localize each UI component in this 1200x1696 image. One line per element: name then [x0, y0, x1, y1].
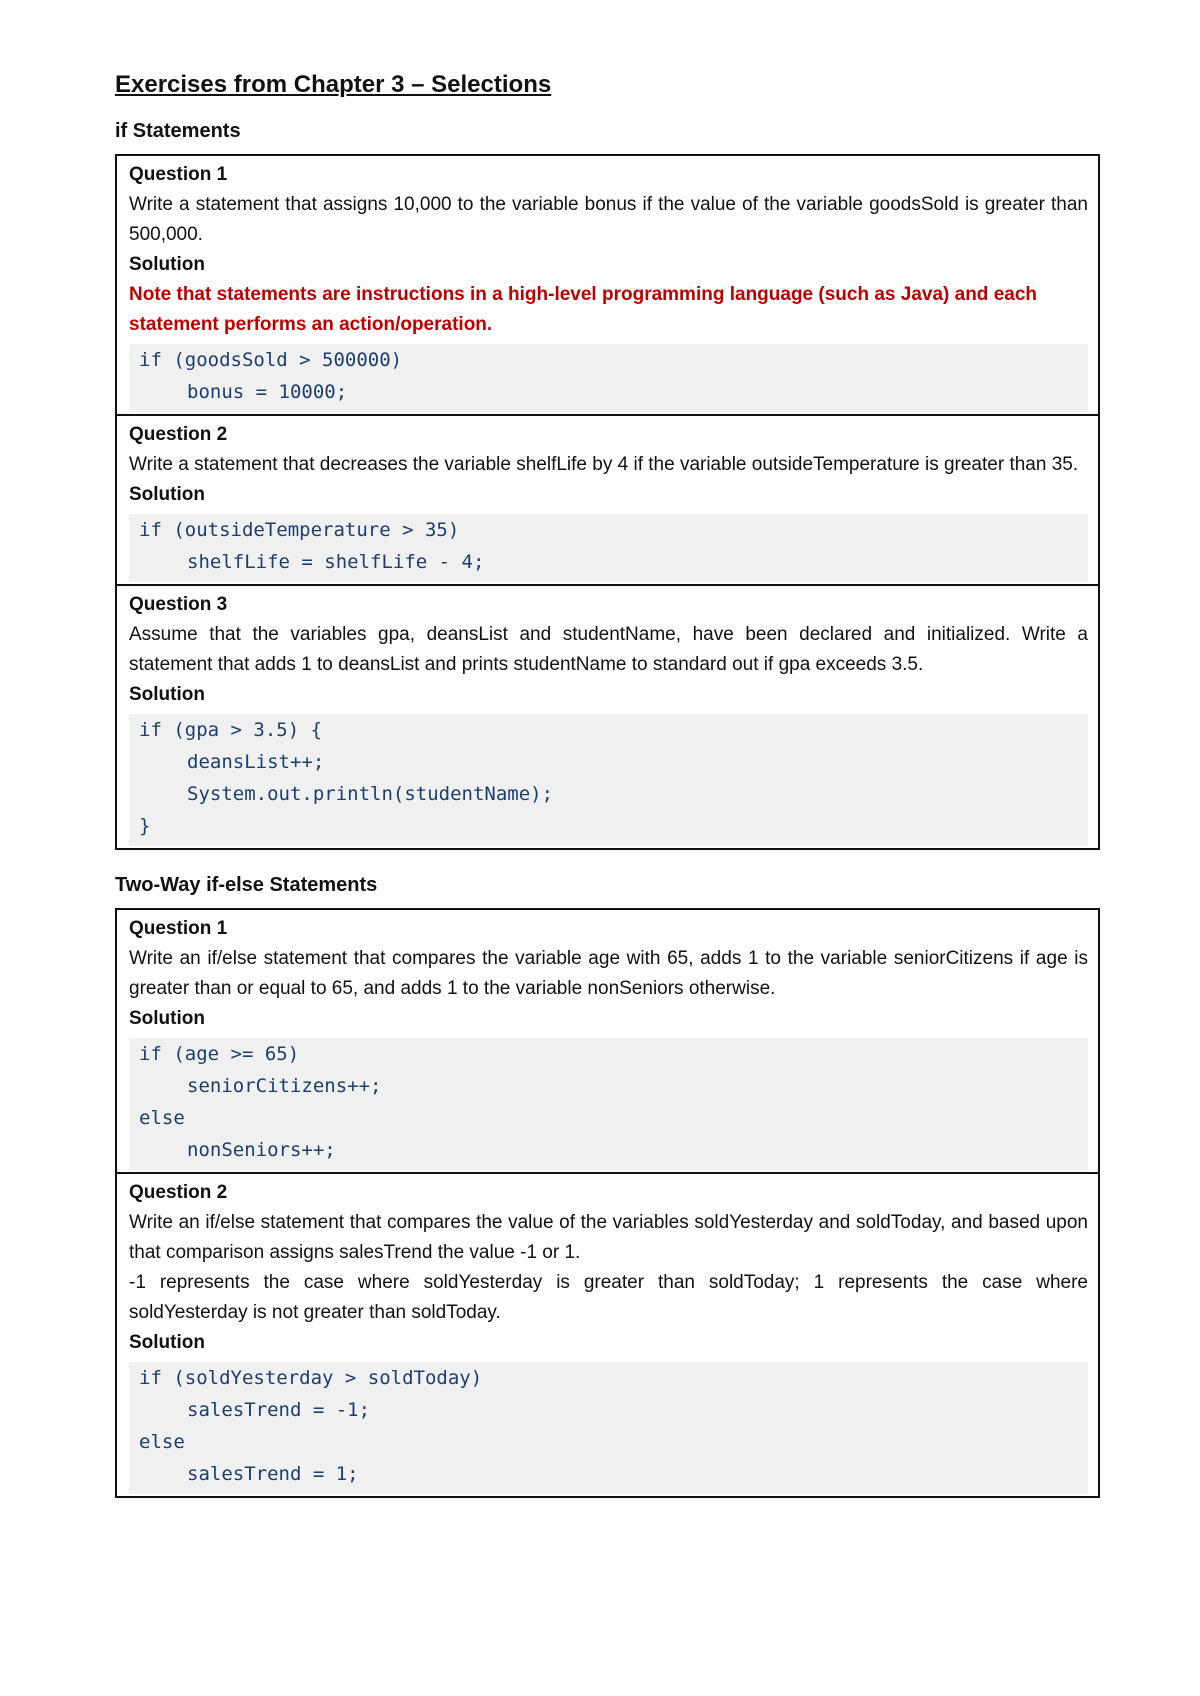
question-label: Question 1: [129, 918, 228, 939]
question-text-continued: -1 represents the case where soldYesterday is greater than soldToday; 1 represents the case where soldYesterday is not greater than soldToday.: [129, 1272, 1088, 1323]
question-table-if: [115, 154, 1100, 850]
question-label: Question 2: [129, 1182, 228, 1203]
solution-label: Solution: [129, 684, 205, 705]
code-line: }: [139, 815, 151, 837]
code-line: shelfLife = shelfLife - 4;: [187, 551, 485, 573]
solution-label: Solution: [129, 1332, 205, 1353]
code-line: if (outsideTemperature > 35): [139, 519, 460, 541]
code-block: [129, 714, 1088, 846]
question-cell: [117, 156, 1098, 414]
solution-label: Solution: [129, 1008, 205, 1029]
question-cell: [117, 910, 1098, 1172]
code-block: [129, 514, 1088, 582]
code-line: nonSeniors++;: [187, 1139, 336, 1161]
solution-note: Note that statements are instructions in a high-level programming language (such as Java) and each statement performs an action/operation.: [129, 284, 1038, 335]
section-heading-if-else: Two-Way if-else Statements: [115, 874, 378, 896]
code-line: if (age >= 65): [139, 1043, 300, 1065]
code-line: seniorCitizens++;: [187, 1075, 382, 1097]
question-table-if-else: [115, 908, 1100, 1498]
question-text: Write a statement that assigns 10,000 to the variable bonus if the value of the variable goodsSold is greater than 500,000.: [129, 194, 1088, 245]
code-line: bonus = 10000;: [187, 381, 348, 403]
question-text: Assume that the variables gpa, deansList and studentName, have been declared and initialized. Write a statement that adds 1 to deansList and prints studentName to standard out if gpa exceeds 3.5.: [129, 624, 1088, 675]
code-line: salesTrend = 1;: [187, 1463, 359, 1485]
question-text: Write an if/else statement that compares the value of the variables soldYesterday and soldToday, and based upon that comparison assigns salesTrend the value -1 or 1.: [129, 1212, 1088, 1263]
solution-label: Solution: [129, 254, 205, 275]
code-line: else: [139, 1431, 185, 1453]
question-label: Question 1: [129, 164, 228, 185]
code-block: [129, 344, 1088, 412]
code-line: if (goodsSold > 500000): [139, 349, 403, 371]
question-label: Question 3: [129, 594, 228, 615]
question-text: Write an if/else statement that compares the variable age with 65, adds 1 to the variable seniorCitizens if age is greater than or equal to 65, and adds 1 to the variable nonSeniors otherwise.: [129, 948, 1088, 999]
code-line: if (soldYesterday > soldToday): [139, 1367, 483, 1389]
code-block: [129, 1038, 1088, 1170]
document-page: [115, 70, 1100, 1520]
code-line: if (gpa > 3.5) {: [139, 719, 323, 741]
code-line: System.out.println(studentName);: [187, 783, 554, 805]
question-cell: [117, 414, 1098, 584]
code-line: else: [139, 1107, 185, 1129]
question-cell: [117, 1172, 1098, 1496]
section-heading-if: if Statements: [115, 120, 241, 142]
code-line: deansList++;: [187, 751, 325, 773]
document-title: Exercises from Chapter 3 – Selections: [115, 71, 552, 98]
code-line: salesTrend = -1;: [187, 1399, 371, 1421]
question-cell: [117, 584, 1098, 848]
solution-label: Solution: [129, 484, 205, 505]
question-label: Question 2: [129, 424, 228, 445]
code-block: [129, 1362, 1088, 1494]
question-text: Write a statement that decreases the variable shelfLife by 4 if the variable outsideTemperature is greater than 35.: [129, 454, 1079, 475]
